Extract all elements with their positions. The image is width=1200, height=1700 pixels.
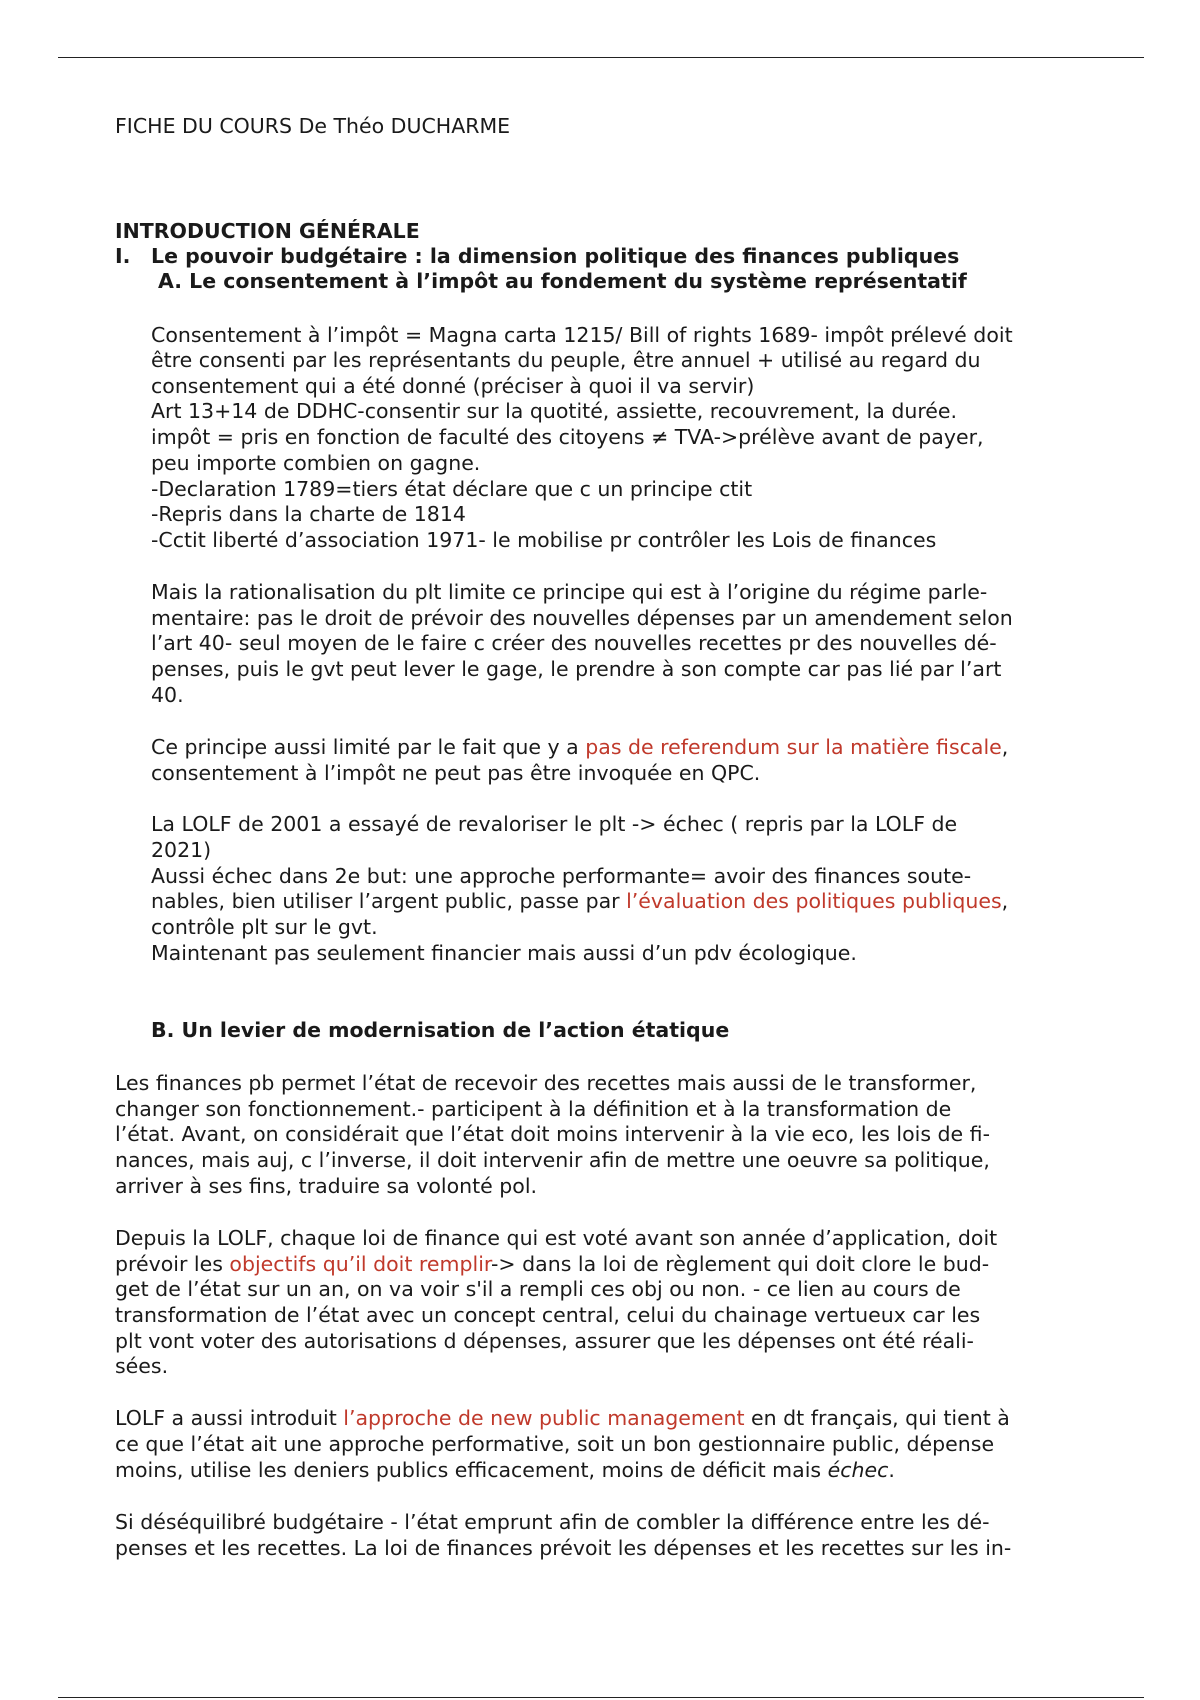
emphasis-text: échec xyxy=(827,1458,889,1482)
text-line: transformation de l’état avec un concept central, celui du chainage vertueux car les xyxy=(115,1303,981,1327)
text-line: -Repris dans la charte de 1814 xyxy=(151,502,466,526)
highlighted-text: l’évaluation des politiques publiques xyxy=(626,889,1002,913)
text-line: 2021) xyxy=(151,838,212,862)
text-line: penses, puis le gvt peut lever le gage, le prendre à son compte car pas lié par l’art xyxy=(151,657,1002,681)
top-rule xyxy=(58,57,1144,58)
text-line: get de l’état sur un an, on va voir s'il a rempli ces obj ou non. - ce lien au cours de xyxy=(115,1277,961,1301)
text-line: Mais la rationalisation du plt limite ce principe qui est à l’origine du régime parle- xyxy=(151,580,988,604)
subsection-a-title: A. Le consentement à l’impôt au fondement du système représentatif xyxy=(158,269,967,293)
text-line: nances, mais auj, c l’inverse, il doit intervenir afin de mettre une oeuvre sa politique, xyxy=(115,1148,990,1172)
text-line: penses et les recettes. La loi de finances prévoit les dépenses et les recettes sur les in- xyxy=(115,1536,1012,1560)
subsection-b-title: B. Un levier de modernisation de l’action étatique xyxy=(151,1018,730,1042)
text-line: mentaire: pas le droit de prévoir des nouvelles dépenses par un amendement selon xyxy=(151,606,1013,630)
text-line: moins, utilise les deniers publics efficacement, moins de déficit mais échec. xyxy=(115,1458,895,1482)
text-line: Consentement à l’impôt = Magna carta 1215/ Bill of rights 1689- impôt prélevé doit xyxy=(151,323,1013,347)
section-1-title: Le pouvoir budgétaire : la dimension politique des finances publiques xyxy=(151,244,960,268)
text-line: Maintenant pas seulement financier mais aussi d’un pdv écologique. xyxy=(151,941,857,965)
text-line: Art 13+14 de DDHC-consentir sur la quotité, assiette, recouvrement, la durée. xyxy=(151,399,958,423)
text-line: arriver à ses fins, traduire sa volonté pol. xyxy=(115,1174,538,1198)
highlighted-text: objectifs qu’il doit remplir xyxy=(229,1252,492,1276)
text-line: -Declaration 1789=tiers état déclare que c un principe ctit xyxy=(151,477,753,501)
text-line: plt vont voter des autorisations d dépenses, assurer que les dépenses ont été réali- xyxy=(115,1329,974,1353)
text-line: impôt = pris en fonction de faculté des citoyens ≠ TVA->prélève avant de payer, xyxy=(151,425,984,449)
text-line: Depuis la LOLF, chaque loi de finance qui est voté avant son année d’application, doit xyxy=(115,1226,998,1250)
text-line: l’art 40- seul moyen de le faire c créer des nouvelles recettes pr des nouvelles dé- xyxy=(151,631,997,655)
text-line: ce que l’état ait une approche performative, soit un bon gestionnaire public, dépense xyxy=(115,1432,995,1456)
text-line: être consenti par les représentants du peuple, être annuel + utilisé au regard du xyxy=(151,348,981,372)
document-header: FICHE DU COURS De Théo DUCHARME xyxy=(115,114,511,138)
section-1-number: I. xyxy=(115,244,131,268)
text-line: Les finances pb permet l’état de recevoir des recettes mais aussi de le transformer, xyxy=(115,1071,977,1095)
text-line: Si déséquilibré budgétaire - l’état emprunt afin de combler la différence entre les dé- xyxy=(115,1510,990,1534)
text-line: consentement qui a été donné (préciser à quoi il va servir) xyxy=(151,374,755,398)
bottom-rule xyxy=(58,1697,1144,1698)
highlighted-text: pas de referendum sur la matière fiscale xyxy=(585,735,1002,759)
text-line: -Cctit liberté d’association 1971- le mobilise pr contrôler les Lois de finances xyxy=(151,528,937,552)
text-line: changer son fonctionnement.- participent à la définition et à la transformation de xyxy=(115,1097,952,1121)
text-line: l’état. Avant, on considérait que l’état doit moins intervenir à la vie eco, les lois de fi- xyxy=(115,1122,990,1146)
text-line: 40. xyxy=(151,683,184,707)
text-line: La LOLF de 2001 a essayé de revaloriser le plt -> échec ( repris par la LOLF de xyxy=(151,812,958,836)
text-line: Aussi échec dans 2e but: une approche performante= avoir des finances soute- xyxy=(151,864,972,888)
highlighted-text: l’approche de new public management xyxy=(343,1406,745,1430)
text-line: LOLF a aussi introduit l’approche de new public management en dt français, qui tient à xyxy=(115,1406,1010,1430)
text-line: prévoir les objectifs qu’il doit remplir-> dans la loi de règlement qui doit clore le bud- xyxy=(115,1252,990,1276)
text-line: peu importe combien on gagne. xyxy=(151,451,481,475)
text-line: nables, bien utiliser l’argent public, passe par l’évaluation des politiques publiques, xyxy=(151,889,1009,913)
intro-title: INTRODUCTION GÉNÉRALE xyxy=(115,219,420,243)
text-line: Ce principe aussi limité par le fait que y a pas de referendum sur la matière fiscale, xyxy=(151,735,1009,759)
text-line: consentement à l’impôt ne peut pas être invoquée en QPC. xyxy=(151,761,761,785)
text-line: contrôle plt sur le gvt. xyxy=(151,915,378,939)
text-line: sées. xyxy=(115,1354,169,1378)
